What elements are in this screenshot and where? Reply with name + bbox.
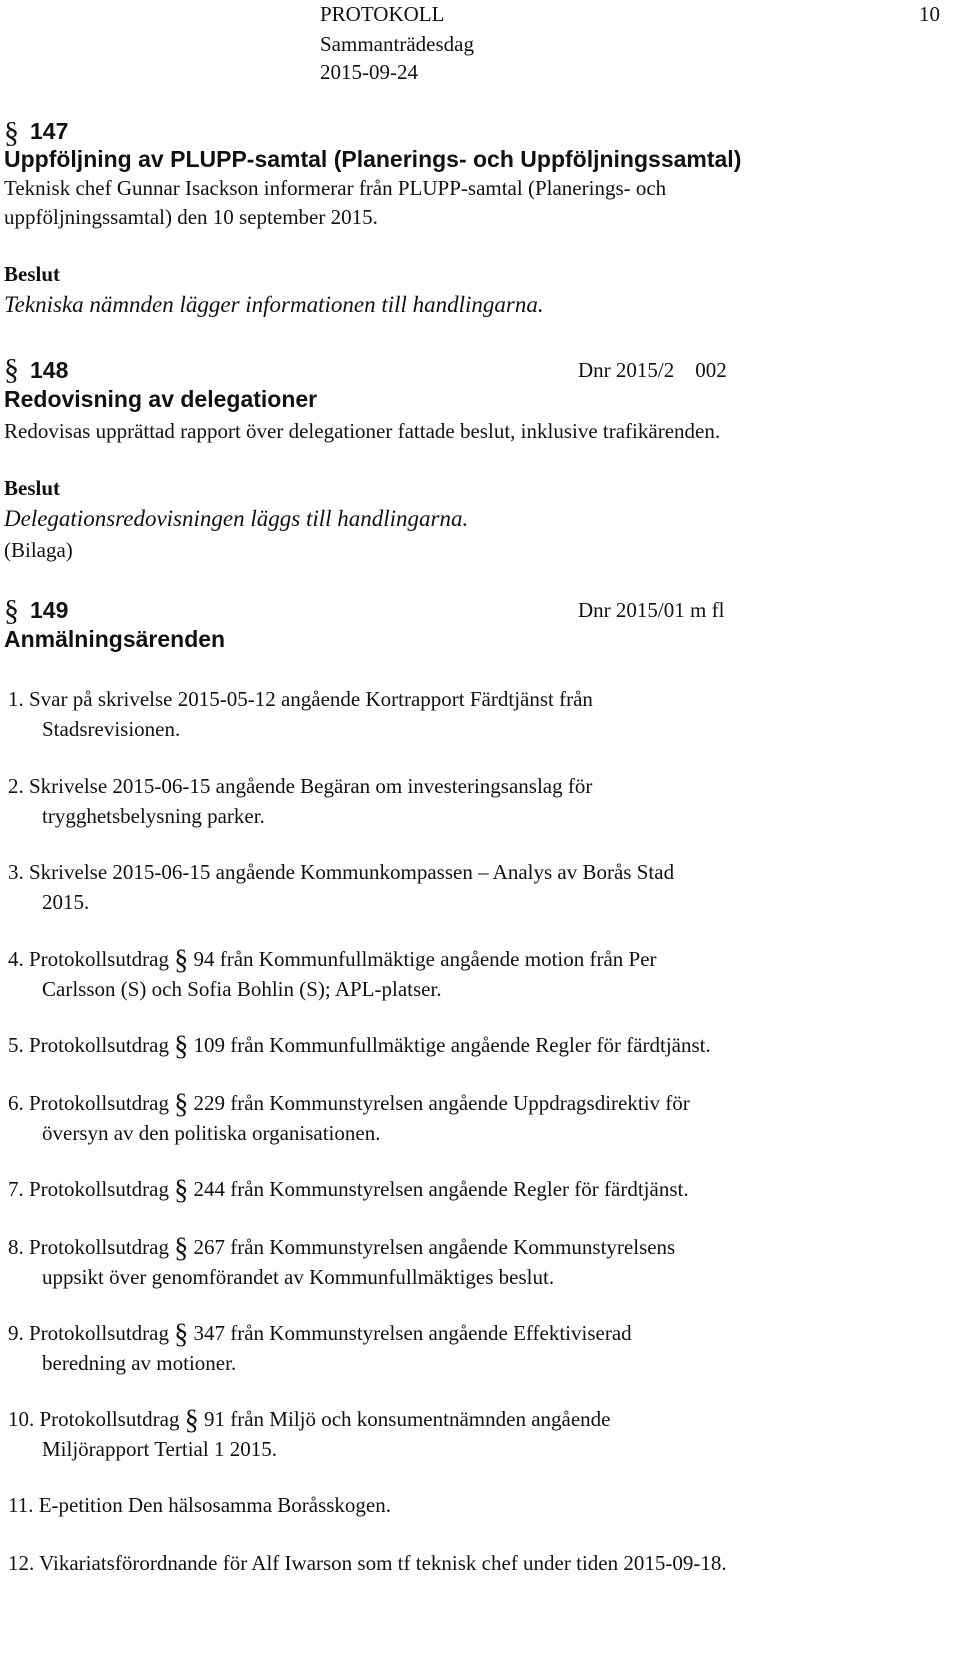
list-item: 9. Protokollsutdrag § 347 från Kommunstyrelsen angående Effektiviserad beredning av motioner. <box>8 1319 632 1375</box>
list-item: 2. Skrivelse 2015-06-15 angående Begäran om investeringsanslag för trygghetsbelysning parker. <box>8 774 593 828</box>
section-147-title: Uppföljning av PLUPP-samtal (Planerings- och Uppföljningssamtal) <box>4 146 742 172</box>
section-149-number: 149 <box>30 597 69 623</box>
section-148-decision: Delegationsredovisningen läggs till handlingarna. <box>4 506 469 531</box>
section-148-number: 148 <box>30 357 69 383</box>
list-item: 12. Vikariatsförordnande för Alf Iwarson som tf teknisk chef under tiden 2015-09-18. <box>8 1551 727 1575</box>
section-sign-icon: § <box>174 945 189 976</box>
section-sign-icon: § <box>174 1089 189 1120</box>
section-147-decision: Tekniska nämnden lägger informationen till handlingarna. <box>4 292 544 317</box>
section-148-dnr: Dnr 2015/2 002 <box>578 358 727 382</box>
section-149-dnr: Dnr 2015/01 m fl <box>578 598 725 622</box>
list-item: 5. Protokollsutdrag § 109 från Kommunfullmäktige angående Regler för färdtjänst. <box>8 1031 711 1062</box>
list-item: 1. Svar på skrivelse 2015-05-12 angående Kortrapport Färdtjänst från Stadsrevisionen. <box>8 687 593 741</box>
section-sign-icon: § <box>4 116 19 149</box>
meeting-date: 2015-09-24 <box>320 60 418 84</box>
section-147-body-line1: Teknisk chef Gunnar Isackson informerar från PLUPP-samtal (Planerings- och <box>4 176 667 200</box>
section-sign-icon: § <box>4 594 19 627</box>
list-item: 6. Protokollsutdrag § 229 från Kommunstyrelsen angående Uppdragsdirektiv för översyn av den politiska organisationen. <box>8 1089 690 1145</box>
section-sign-icon: § <box>184 1405 199 1436</box>
section-148-body: Redovisas upprättad rapport över delegationer fattade beslut, inklusive trafikärenden. <box>4 419 721 443</box>
page-number: 10 <box>919 2 940 26</box>
list-item: 7. Protokollsutdrag § 244 från Kommunstyrelsen angående Regler för färdtjänst. <box>8 1175 689 1206</box>
section-sign-icon: § <box>174 1031 189 1062</box>
list-item: 11. E-petition Den hälsosamma Boråsskogen. <box>8 1493 391 1517</box>
section-148-title: Redovisning av delegationer <box>4 386 318 412</box>
section-sign-icon: § <box>4 353 19 386</box>
section-149-title: Anmälningsärenden <box>4 626 226 652</box>
section-sign-icon: § <box>174 1319 189 1350</box>
protocol-title: PROTOKOLL <box>320 2 445 26</box>
section-148-beslut-label: Beslut <box>4 476 61 500</box>
list-item: 10. Protokollsutdrag § 91 från Miljö och konsumentnämnden angående Miljörapport Tertial 1 2015. <box>8 1405 611 1461</box>
section-147-body-line2: uppföljningssamtal) den 10 september 2015. <box>4 205 378 229</box>
list-item: 8. Protokollsutdrag § 267 från Kommunstyrelsen angående Kommunstyrelsens uppsikt över genomförandet av Kommunfullmäktiges beslut. <box>8 1233 676 1289</box>
section-147-number: 147 <box>30 118 69 144</box>
list-item: 3. Skrivelse 2015-06-15 angående Kommunkompassen – Analys av Borås Stad 2015. <box>8 860 675 914</box>
list-item: 4. Protokollsutdrag § 94 från Kommunfullmäktige angående motion från Per Carlsson (S) och Sofia Bohlin (S); APL-platser. <box>8 945 657 1001</box>
meeting-day-label: Sammanträdesdag <box>320 32 474 56</box>
section-147-beslut-label: Beslut <box>4 262 61 286</box>
section-sign-icon: § <box>174 1233 189 1264</box>
section-148-bilaga: (Bilaga) <box>4 538 73 562</box>
section-sign-icon: § <box>174 1175 189 1206</box>
